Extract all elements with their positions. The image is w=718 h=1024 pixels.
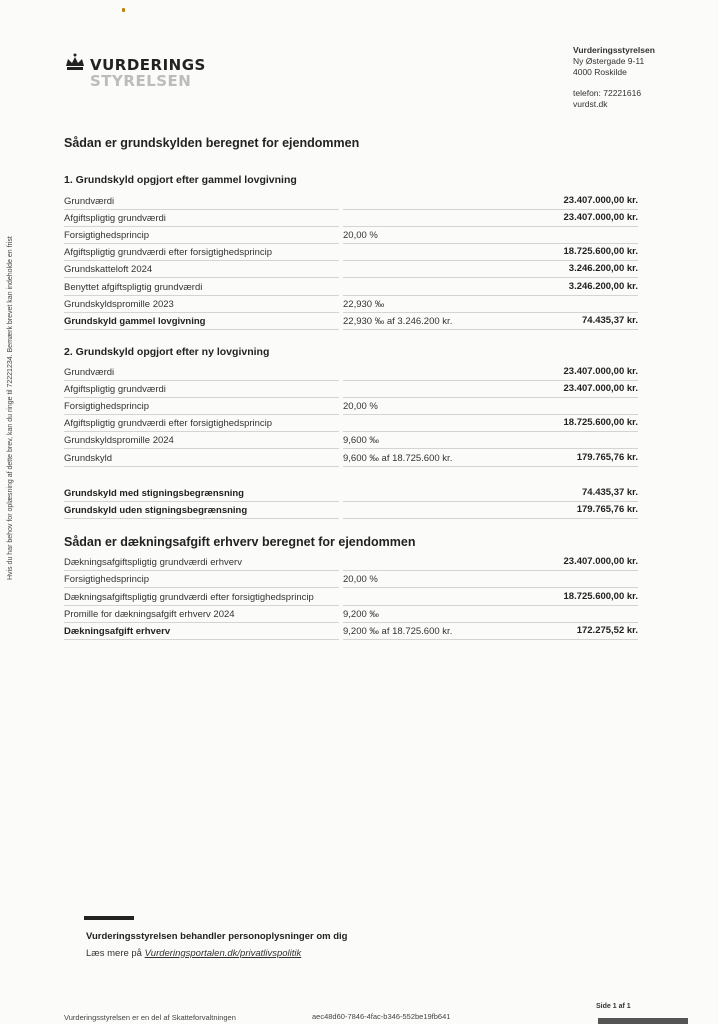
table-row xyxy=(64,381,638,398)
footer-divider xyxy=(84,916,134,920)
row-amount: 3.246.200,00 kr. xyxy=(568,263,638,275)
row-amount: 179.765,76 kr. xyxy=(576,504,638,515)
row-amount: 3.246.200,00 kr. xyxy=(568,280,638,292)
table-row xyxy=(64,279,638,296)
row-label: Grundskyld med stigningsbegrænsning xyxy=(64,488,244,499)
row-amount: 23.407.000,00 kr. xyxy=(563,383,638,395)
sender-web: vurdst.dk xyxy=(573,99,608,109)
row-detail: 22,930 ‰ af 3.246.200 kr. xyxy=(343,315,453,327)
row-amount: 23.407.000,00 kr. xyxy=(563,556,638,567)
table-row xyxy=(64,398,638,415)
row-label: Grundværdi xyxy=(64,196,115,207)
row-amount: 172.275,52 kr. xyxy=(576,625,638,637)
table-row xyxy=(64,450,638,467)
table-row xyxy=(64,432,638,449)
table-row xyxy=(64,210,638,227)
table-row xyxy=(64,364,638,381)
privacy-link[interactable]: Vurderingsportalen.dk/privatlivspolitik xyxy=(144,948,302,959)
page-number: Side 1 af 1 xyxy=(596,1003,631,1010)
table-row xyxy=(64,261,638,278)
scan-speck xyxy=(122,8,125,12)
table-row xyxy=(64,623,638,640)
row-detail: 9,600 ‰ xyxy=(343,435,379,447)
row-label: Grundskyldspromille 2024 xyxy=(64,435,174,447)
row-detail: 20,00 % xyxy=(343,574,378,586)
section3-heading: Sådan er dækningsafgift erhverv beregnet for ejendommen xyxy=(64,535,416,549)
row-label: Forsigtighedsprincip xyxy=(64,574,150,586)
table-row xyxy=(64,244,638,261)
row-detail: 20,00 % xyxy=(343,230,378,242)
table-row xyxy=(64,227,638,244)
sender-phone: telefon: 72221616 xyxy=(573,88,642,98)
row-label: Promille for dækningsafgift erhverv 2024 xyxy=(64,608,235,620)
footer-text xyxy=(86,948,301,959)
section1-heading: 1. Grundskyld opgjort efter gammel lovgivning xyxy=(64,174,297,186)
sender-name: Vurderingsstyrelsen xyxy=(573,45,655,55)
row-amount: 18.725.600,00 kr. xyxy=(563,417,638,429)
table-row xyxy=(64,606,638,623)
row-amount: 74.435,37 kr. xyxy=(582,487,638,498)
row-detail: 9,200 ‰ af 18.725.600 kr. xyxy=(343,626,453,638)
footer-org: Vurderingsstyrelsen er en del af Skatteforvaltningen xyxy=(64,1013,236,1022)
table-row xyxy=(64,193,638,210)
row-label: Dækningsafgiftspligtig grundværdi efter forsigtighedsprincip xyxy=(64,591,314,603)
row-detail: 22,930 ‰ xyxy=(343,298,385,310)
row-label: Forsigtighedsprincip xyxy=(64,230,150,242)
page-title: Sådan er grundskylden beregnet for ejendommen xyxy=(64,136,360,150)
sender-address xyxy=(573,45,655,110)
table-row xyxy=(64,571,638,588)
row-label: Grundværdi xyxy=(64,367,115,378)
table-row xyxy=(64,313,638,330)
footer-title: Vurderingsstyrelsen behandler personoplysninger om dig xyxy=(86,931,348,942)
logo-line2: STYRELSEN xyxy=(90,72,192,90)
row-detail: 9,600 ‰ af 18.725.600 kr. xyxy=(343,452,453,464)
row-label: Afgiftspligtig grundværdi efter forsigtighedsprincip xyxy=(64,247,273,259)
crown-icon xyxy=(64,52,86,74)
table-row xyxy=(64,485,638,502)
row-amount: 23.407.000,00 kr. xyxy=(563,195,638,206)
row-detail: 20,00 % xyxy=(343,401,378,413)
row-amount: 18.725.600,00 kr. xyxy=(563,590,638,602)
table-row xyxy=(64,415,638,432)
logo xyxy=(64,50,234,90)
table-row xyxy=(64,554,638,571)
row-label: Grundskyld gammel lovgivning xyxy=(64,315,206,327)
row-detail: 9,200 ‰ xyxy=(343,608,379,620)
section2-heading: 2. Grundskyld opgjort efter ny lovgivning xyxy=(64,346,270,358)
row-label: Grundskyld xyxy=(64,452,113,464)
side-note: Hvis du har behov for oplæsning af dette brev, kan du ringe til 72221234. Bemærk brevet kan indeholde en frist xyxy=(7,236,14,580)
row-label: Dækningsafgiftspligtig grundværdi erhverv xyxy=(64,557,242,568)
row-label: Benyttet afgiftspligtig grundværdi xyxy=(64,281,203,293)
row-label: Forsigtighedsprincip xyxy=(64,401,150,413)
sender-city: 4000 Roskilde xyxy=(573,67,627,77)
row-label: Afgiftspligtig grundværdi xyxy=(64,384,166,396)
row-label: Grundskyld uden stigningsbegrænsning xyxy=(64,505,248,516)
footer-lead: Læs mere på xyxy=(86,948,145,959)
row-label: Grundskatteloft 2024 xyxy=(64,264,153,276)
row-amount: 23.407.000,00 kr. xyxy=(563,366,638,377)
row-amount: 179.765,76 kr. xyxy=(576,451,638,463)
logo-line1: VURDERINGS xyxy=(90,56,206,74)
page-marker xyxy=(598,1018,688,1024)
table-row xyxy=(64,296,638,313)
table-row xyxy=(64,589,638,606)
row-amount: 23.407.000,00 kr. xyxy=(563,212,638,224)
document-id: aec48d60-7846-4fac-b346-552be19fb641 xyxy=(312,1012,451,1021)
row-label: Afgiftspligtig grundværdi xyxy=(64,213,166,225)
row-label: Afgiftspligtig grundværdi efter forsigtighedsprincip xyxy=(64,418,273,430)
row-label: Grundskyldspromille 2023 xyxy=(64,298,174,310)
sender-street: Ny Østergade 9-11 xyxy=(573,56,645,66)
row-amount: 18.725.600,00 kr. xyxy=(563,246,638,258)
row-amount: 74.435,37 kr. xyxy=(582,314,638,326)
table-row xyxy=(64,502,638,519)
row-label: Dækningsafgift erhverv xyxy=(64,626,171,638)
